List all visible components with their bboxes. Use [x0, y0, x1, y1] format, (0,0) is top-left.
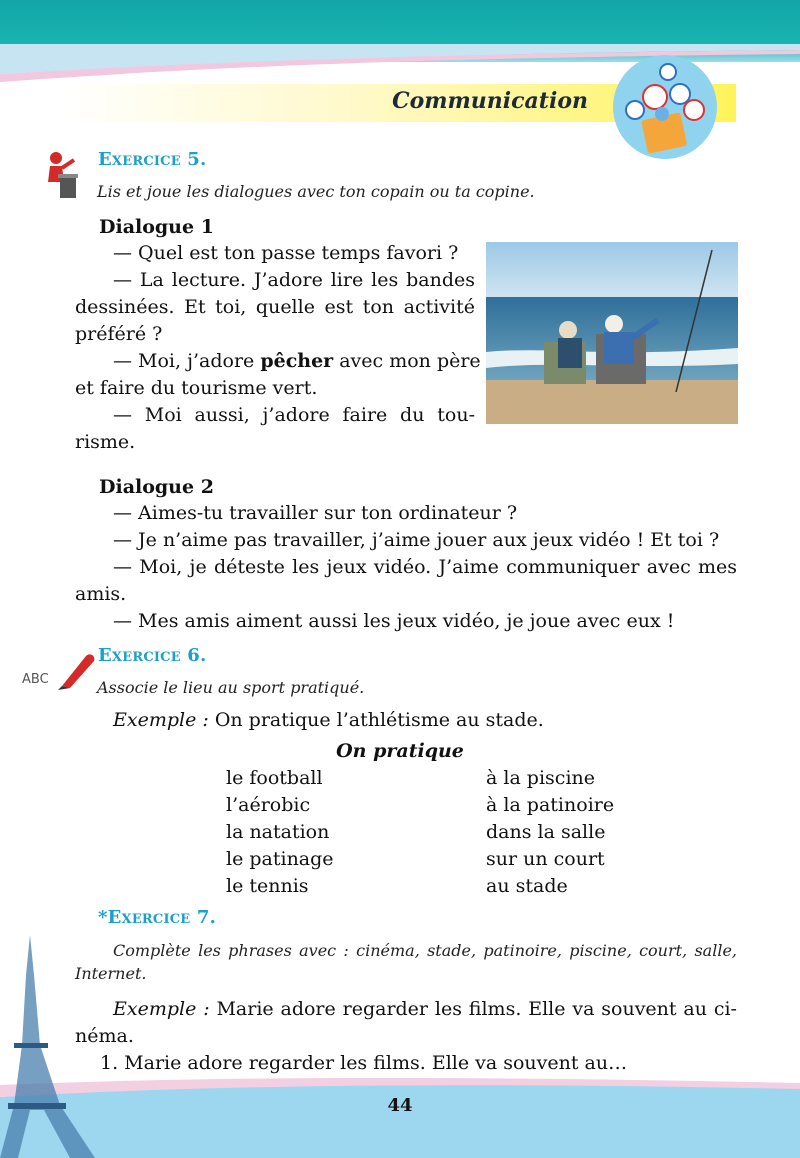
exercise-6-instruction: Associe le lieu au sport pratiqué. — [97, 678, 365, 697]
exercise-7-example: néma. — [75, 1025, 134, 1047]
page-number: 44 — [387, 1095, 413, 1116]
dialogue-1-line: risme. — [75, 431, 136, 453]
sports-table-title: On pratique — [336, 740, 464, 762]
exercise-7-example: Exemple : Marie adore regarder les films. Elle va souvent au ci- — [113, 998, 737, 1020]
exercise-7-instruction: Complète les phrases avec : cinéma, stade, patinoire, piscine, court, salle, — [113, 941, 737, 960]
sport-item: l’aérobic — [226, 794, 311, 816]
places-column — [486, 765, 614, 900]
dialogue-1-line: — Moi aussi, j’adore faire du tou- — [113, 404, 475, 426]
place-item: sur un court — [486, 848, 605, 870]
place-item: à la patinoire — [486, 794, 615, 816]
eiffel-tower-icon — [0, 935, 110, 1158]
dialogue-1-line: dessinées. Et toi, quelle est ton activité — [75, 296, 475, 318]
dialogue-1-line: et faire du tourisme vert. — [75, 377, 318, 399]
sport-item: la natation — [226, 821, 330, 843]
exercise-7-instruction: Internet. — [75, 964, 147, 983]
section-title: Communication — [392, 88, 588, 114]
dialogue-2-title: Dialogue 2 — [99, 476, 214, 498]
dialogue-1-line: — Quel est ton passe temps favori ? — [113, 242, 459, 264]
dialogue-1-line: — La lecture. J’adore lire les bandes — [113, 269, 475, 291]
dialogue-2-line: — Mes amis aiment aussi les jeux vidéo, je joue avec eux ! — [113, 610, 675, 632]
fishing-photo — [486, 242, 738, 424]
dialogue-1-line: préféré ? — [75, 323, 163, 345]
exercise-5-title: Exercice 5. — [98, 149, 207, 170]
exercise-7-title: *Exercice 7. — [98, 907, 217, 928]
bold-verb: pêcher — [260, 350, 334, 372]
dialogue-2-line: — Je n’aime pas travailler, j’aime jouer aux jeux vidéo ! Et toi ? — [113, 529, 720, 551]
bottom-banner — [0, 1075, 800, 1158]
exercise-7-item: 1. Marie adore regarder les films. Elle va souvent au… — [100, 1052, 628, 1074]
sport-item: le tennis — [226, 875, 309, 897]
dialogue-2-line: amis. — [75, 583, 127, 605]
dialogue-1-title: Dialogue 1 — [99, 216, 214, 238]
place-item: à la piscine — [486, 767, 595, 789]
pencil-icon — [56, 648, 100, 692]
exercise-6-example: Exemple : On pratique l’athlétisme au stade. — [113, 709, 544, 731]
dialogue-1-line: — Moi, j’adore pêcher avec mon père — [113, 350, 481, 372]
exercise-6-title: Exercice 6. — [98, 645, 207, 666]
communication-logo-icon — [610, 52, 720, 162]
speaker-figure-icon — [38, 150, 90, 202]
sports-column — [226, 765, 334, 900]
sport-item: le football — [226, 767, 323, 789]
dialogue-2-line: — Aimes-tu travailler sur ton ordinateur ? — [113, 502, 518, 524]
abc-label: ABC — [22, 672, 49, 687]
sport-item: le patinage — [226, 848, 334, 870]
place-item: dans la salle — [486, 821, 606, 843]
exercise-5-instruction: Lis et joue les dialogues avec ton copain ou ta copine. — [97, 182, 535, 201]
place-item: au stade — [486, 875, 568, 897]
dialogue-2-line: — Moi, je déteste les jeux vidéo. J’aime communiquer avec mes — [113, 556, 737, 578]
